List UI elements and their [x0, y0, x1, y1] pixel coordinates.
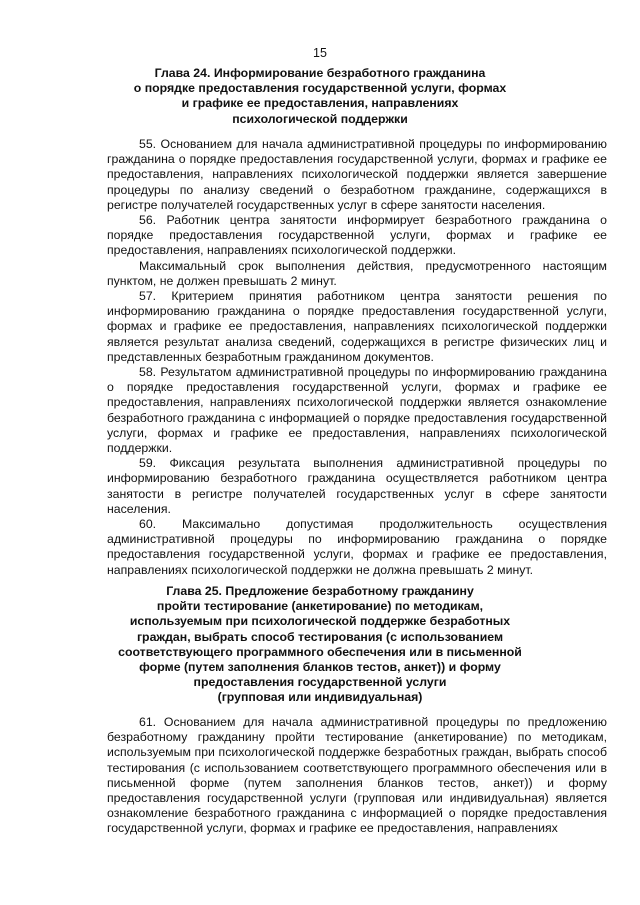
paragraph-60: 60. Максимально допустимая продолжительность осуществления административной процедуры по информированию гражданина о порядке предоставления государственной услуги, формах и графике ее предоставления, направлениях психологической поддержки не должна превышать 2 минут.	[107, 517, 607, 577]
chapter-25-title-line: Глава 25. Предложение безработному гражданину	[166, 584, 474, 598]
paragraph-61: 61. Основанием для начала административной процедуры по предложению безработному гражданину пройти тестирование (анкетирование) по методикам, используемым при психологической поддержке безработных граждан, выбрать способ тестирования (с использованием соответствующего программного обеспечения или в письменной форме (путем заполнения бланков тестов, анкет)) и форму предоставления государственной услуги (групповая или индивидуальная) является ознакомление безработного гражданина с информацией о порядке предоставления государственной услуги, формах и графике ее предоставления, направлениях	[107, 715, 607, 836]
chapter-25-title-line: предоставления государственной услуги	[193, 675, 447, 690]
paragraph-57: 57. Критерием принятия работником центра занятости решения по информированию гражданина о порядке предоставления государственной услуги, формах и графике ее предоставления, направлениях психологической поддержки является результат анализа сведений, содержащихся в регистре физических лиц и представленных безработным гражданином документов.	[107, 289, 607, 364]
chapter-25-title-line: граждан, выбрать способ тестирования (с использованием	[136, 629, 504, 644]
paragraph-56: 56. Работник центра занятости информирует безработного гражданина о порядке предоставления государственной услуги, формах и графике ее предоставления, направлениях психологической поддержки.	[107, 213, 607, 258]
chapter-25-title-line: (групповая или индивидуальная)	[217, 690, 423, 705]
paragraph-59: 59. Фиксация результата выполнения административной процедуры по информированию безработного гражданина осуществляется работником центра занятости в регистре получателей государственных услуг в сфере занятости населения.	[107, 456, 607, 516]
chapter-24-title-line: психологической поддержки	[232, 111, 408, 126]
chapter-24-title-line: и графике ее предоставления, направлениях	[181, 96, 459, 111]
chapter-24-body	[107, 137, 607, 578]
chapter-25-title-line: пройти тестирование (анкетирование) по методикам,	[156, 599, 484, 614]
paragraph-58: 58. Результатом административной процедуры по информированию гражданина о порядке предоставления государственной услуги, формах и графике ее предоставления, направлениях психологической поддержки является ознакомление безработного гражданина с информацией о порядке предоставления государственной услуги, формах и графике ее предоставления, направлениях психологической поддержки.	[107, 365, 607, 456]
chapter-25-body	[107, 715, 607, 837]
paragraph-56-time-limit: Максимальный срок выполнения действия, предусмотренного настоящим пунктом, не должен превышать 2 минут.	[107, 258, 607, 288]
paragraph-55: 55. Основанием для начала административной процедуры по информированию гражданина о порядке предоставления государственной услуги, формах и графике ее предоставления, направлениях психологической поддержки является завершение процедуры по анализу сведений о безработном гражданине, содержащихся в регистре получателей государственных услуг в сфере занятости населения.	[107, 137, 607, 212]
chapter-24-title-line: о порядке предоставления государственной услуги, формах	[133, 81, 507, 96]
chapter-24-title-line: Глава 24. Информирование безработного гражданина	[154, 66, 486, 80]
chapter-25-title	[108, 584, 532, 706]
chapter-25-title-line: соответствующего программного обеспечения или в письменной	[118, 644, 522, 659]
chapter-24-title	[100, 66, 540, 127]
chapter-25-title-line: используемым при психологической поддержке безработных	[129, 614, 511, 629]
chapter-25-title-line: форме (путем заполнения бланков тестов, анкет)) и форму	[139, 660, 501, 675]
page-number: 15	[313, 46, 327, 60]
